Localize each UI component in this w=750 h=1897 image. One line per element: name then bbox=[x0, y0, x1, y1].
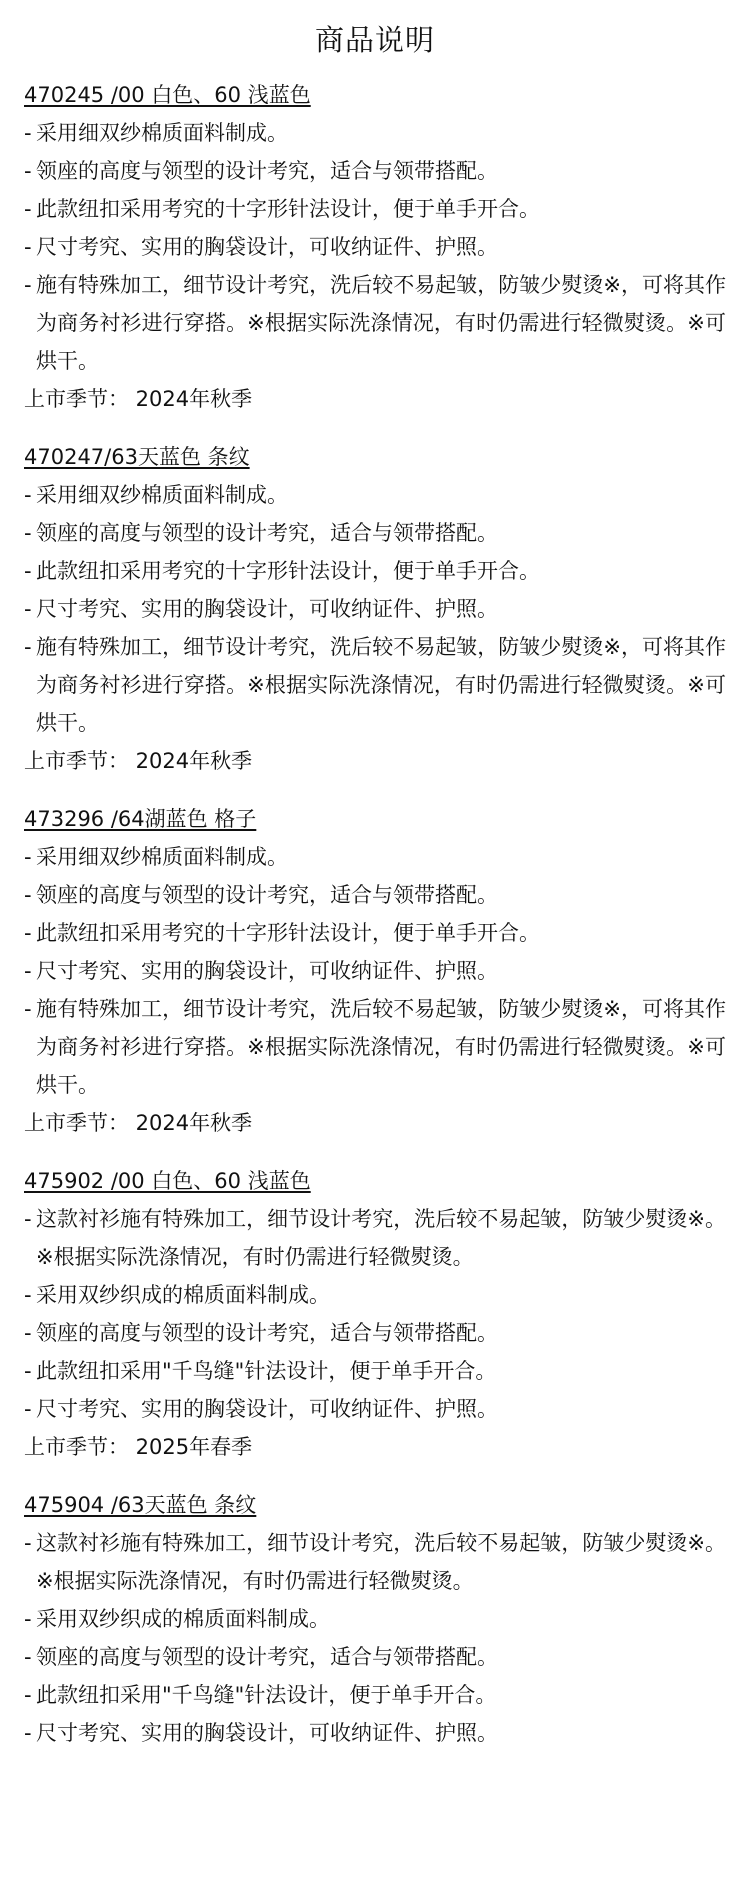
feature-list bbox=[24, 476, 726, 742]
release-season: 上市季节： 2025年春季 bbox=[24, 1435, 253, 1459]
feature-item: - 施有特殊加工，细节设计考究，洗后较不易起皱，防皱少熨烫※，可将其作为商务衬衫进行穿搭。※根据实际洗涤情况，有时仍需进行轻微熨烫。※可烘干。 bbox=[24, 628, 726, 742]
feature-list bbox=[24, 1524, 726, 1752]
feature-item: - 领座的高度与领型的设计考究，适合与领带搭配。 bbox=[24, 1314, 726, 1352]
feature-item: - 采用双纱织成的棉质面料制成。 bbox=[24, 1600, 726, 1638]
release-season: 上市季节： 2024年秋季 bbox=[24, 749, 253, 773]
release-season: 上市季节： 2024年秋季 bbox=[24, 1111, 253, 1135]
feature-item: - 这款衬衫施有特殊加工，细节设计考究，洗后较不易起皱，防皱少熨烫※。※根据实际洗涤情况，有时仍需进行轻微熨烫。 bbox=[24, 1524, 726, 1600]
product-header: 473296 /64湖蓝色 格子 bbox=[24, 807, 257, 831]
feature-item: - 施有特殊加工，细节设计考究，洗后较不易起皱，防皱少熨烫※，可将其作为商务衬衫进行穿搭。※根据实际洗涤情况，有时仍需进行轻微熨烫。※可烘干。 bbox=[24, 990, 726, 1104]
product-header: 470247/63天蓝色 条纹 bbox=[24, 445, 250, 469]
feature-item: - 领座的高度与领型的设计考究，适合与领带搭配。 bbox=[24, 1638, 726, 1676]
feature-item: - 采用双纱织成的棉质面料制成。 bbox=[24, 1276, 726, 1314]
feature-item: - 此款纽扣采用考究的十字形针法设计，便于单手开合。 bbox=[24, 190, 726, 228]
product-header: 475902 /00 白色、60 浅蓝色 bbox=[24, 1169, 311, 1193]
product-section bbox=[24, 804, 726, 1142]
feature-item: - 采用细双纱棉质面料制成。 bbox=[24, 838, 726, 876]
feature-item: - 尺寸考究、实用的胸袋设计，可收纳证件、护照。 bbox=[24, 590, 726, 628]
feature-item: - 此款纽扣采用考究的十字形针法设计，便于单手开合。 bbox=[24, 914, 726, 952]
feature-item: - 此款纽扣采用"千鸟缝"针法设计，便于单手开合。 bbox=[24, 1352, 726, 1390]
feature-item: - 领座的高度与领型的设计考究，适合与领带搭配。 bbox=[24, 514, 726, 552]
product-section bbox=[24, 80, 726, 418]
feature-item: - 尺寸考究、实用的胸袋设计，可收纳证件、护照。 bbox=[24, 952, 726, 990]
product-section bbox=[24, 442, 726, 780]
feature-item: - 施有特殊加工，细节设计考究，洗后较不易起皱，防皱少熨烫※，可将其作为商务衬衫进行穿搭。※根据实际洗涤情况，有时仍需进行轻微熨烫。※可烘干。 bbox=[24, 266, 726, 380]
feature-item: - 此款纽扣采用考究的十字形针法设计，便于单手开合。 bbox=[24, 552, 726, 590]
feature-list bbox=[24, 1200, 726, 1428]
feature-list bbox=[24, 114, 726, 380]
feature-item: - 采用细双纱棉质面料制成。 bbox=[24, 114, 726, 152]
product-section bbox=[24, 1166, 726, 1466]
feature-item: - 采用细双纱棉质面料制成。 bbox=[24, 476, 726, 514]
feature-item: - 领座的高度与领型的设计考究，适合与领带搭配。 bbox=[24, 152, 726, 190]
release-season: 上市季节： 2024年秋季 bbox=[24, 387, 253, 411]
feature-item: - 领座的高度与领型的设计考究，适合与领带搭配。 bbox=[24, 876, 726, 914]
feature-item: - 尺寸考究、实用的胸袋设计，可收纳证件、护照。 bbox=[24, 1714, 726, 1752]
product-section bbox=[24, 1490, 726, 1752]
feature-item: - 尺寸考究、实用的胸袋设计，可收纳证件、护照。 bbox=[24, 228, 726, 266]
product-header: 470245 /00 白色、60 浅蓝色 bbox=[24, 83, 311, 107]
feature-item: - 这款衬衫施有特殊加工，细节设计考究，洗后较不易起皱，防皱少熨烫※。※根据实际洗涤情况，有时仍需进行轻微熨烫。 bbox=[24, 1200, 726, 1276]
feature-item: - 尺寸考究、实用的胸袋设计，可收纳证件、护照。 bbox=[24, 1390, 726, 1428]
feature-item: - 此款纽扣采用"千鸟缝"针法设计，便于单手开合。 bbox=[24, 1676, 726, 1714]
page-title: 商品说明 bbox=[314, 23, 435, 57]
feature-list bbox=[24, 838, 726, 1104]
product-header: 475904 /63天蓝色 条纹 bbox=[24, 1493, 257, 1517]
